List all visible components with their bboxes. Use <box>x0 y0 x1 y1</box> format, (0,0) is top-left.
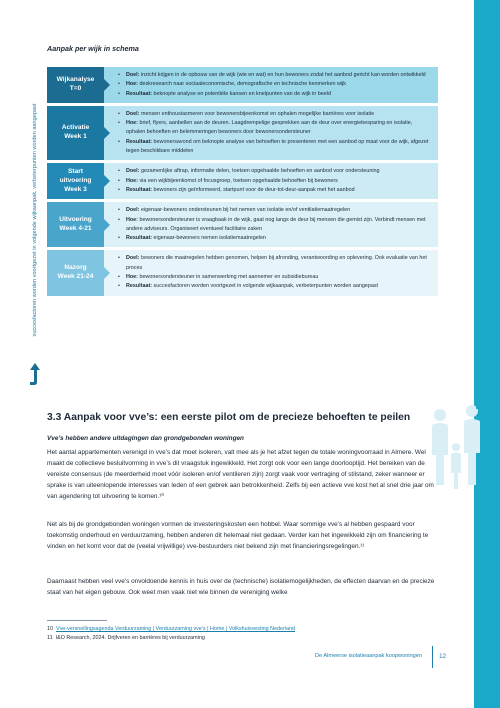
phase-row-wijkanalyse <box>47 67 438 103</box>
bullet-resultaat <box>118 234 430 243</box>
phase-row-nazorg <box>47 250 438 295</box>
bullet-doel <box>118 110 430 119</box>
bullet-key: Hoe: <box>126 177 138 184</box>
bullet-text: gezamenlijke aftrap, informatie delen, toetsen opgehaalde behoeften en aanbod voor ondersteuning <box>139 168 380 175</box>
arrow-up-icon <box>29 362 41 386</box>
bullet-key: Resultaat: <box>126 90 153 97</box>
footnote-text: I&O Research, 2024. Drijfveren en barrières bij verduurzaming <box>55 635 205 642</box>
accent-sidebar-strip <box>474 0 500 708</box>
phase-label: Wijkanalyse T=0 <box>47 67 104 103</box>
bullet-text: eigenaar-bewoners nemen isolatiemaatregelen <box>152 235 266 242</box>
section-heading: 3.3 Aanpak voor vve’s: een eerste pilot om de precieze behoeften te peilen <box>47 412 411 423</box>
bullet-text: brief, flyers, aanbellen aan de deuren. Laagdrempelige gesprekken aan de deur over energiebesparing en isolatie, ophalen behoeften en belemmeringen bewoners door bewonersondersteuner <box>126 120 413 136</box>
bullet-text: mensen enthousiasmeren voor bewonersbijeenkomst en ophalen mogelijke barrières voor isolatie <box>139 110 375 117</box>
footnote-link[interactable]: Vve-versnellingsagenda Verduurzaming | Verduurzaming vve’s | Home | Volkshuisvesting Nederland <box>56 626 296 632</box>
phase-body <box>104 250 438 295</box>
bullet-doel <box>118 254 430 273</box>
phase-body <box>104 163 438 199</box>
footnote-divider <box>47 620 107 621</box>
phase-row-uitvoering <box>47 202 438 247</box>
footnote-number: 10 <box>47 626 53 632</box>
bullet-hoe <box>118 80 430 89</box>
bullet-text: deskresearch naar sociaaleconomische, demografische en technische kenmerken wijk <box>137 81 346 88</box>
bullet-text: via een wijkbijeenkomst of focusgroep, toetsen opgehaalde behoeften bij bewoners <box>137 177 338 184</box>
footer-divider <box>432 646 433 668</box>
phase-label: Nazorg Week 21-24 <box>47 250 104 295</box>
bullet-key: Resultaat: <box>126 283 153 290</box>
vertical-cycle-label <box>30 67 40 373</box>
bullet-hoe <box>118 216 430 235</box>
bullet-text: bewonersondersteuner is vraagbaak in de wijk, gaat nog langs de deur bij mensen die gemist zijn. Verbindt mensen met andere adviseurs. Organiseert eventueel facilitaire zaken <box>126 216 426 232</box>
footnote-10 <box>47 625 295 634</box>
bullet-text: succesfactoren worden voortgezet in volgende wijkaanpak, verbeterpunten worden aangepast <box>152 283 379 290</box>
bullet-key: Hoe: <box>126 274 138 281</box>
body-paragraph: Net als bij de grondgebonden woningen vormen de investeringskosten een hobbel. Waar sommige vve’s al hebben gespaard voor toekomstig onderhoud en verduurzaming, hebben anderen dit helemaal niet gedaan. Verder kan het ingewikkeld zijn om financiering te vinden en het komt voor dat de (veelal vrijwillige) vve-bestuurders niet bekend zijn met financieringsregelingen.¹¹ <box>47 521 429 550</box>
bullet-key: Resultaat: <box>126 138 153 145</box>
figure-caption: Aanpak per wijk in schema <box>47 44 139 53</box>
bullet-text: bewonersondersteuner in samenwerking met aannemer en subsidiebureau <box>137 274 319 281</box>
bullet-text: bewoners die maatregelen hebben genomen, helpen bij afronding, verantwoording en oplevering. Ook evaluatie van het proces <box>126 255 427 271</box>
footnote-number: 11 <box>47 635 53 642</box>
bullet-text: beknopte analyse en potentiële kansen en knelpunten van de wijk in beeld <box>152 90 331 97</box>
bullet-key: Hoe: <box>126 81 138 88</box>
bullet-hoe <box>118 273 430 282</box>
bullet-doel <box>118 167 430 176</box>
phase-label: Uitvoering Week 4-21 <box>47 202 104 247</box>
phase-body <box>104 67 438 103</box>
bullet-resultaat <box>118 186 430 195</box>
bullet-resultaat <box>118 138 430 157</box>
bullet-key: Hoe: <box>126 216 138 223</box>
bullet-resultaat <box>118 90 430 99</box>
bullet-doel <box>118 71 430 80</box>
phase-body <box>104 106 438 160</box>
bullet-key: Doel: <box>126 72 140 78</box>
footnote-11 <box>47 634 295 643</box>
phase-row-start-uitvoering <box>47 163 438 199</box>
section-subheading: Vve’s hebben andere uitdagingen dan grondgebonden woningen <box>47 435 244 442</box>
bullet-key: Doel: <box>126 207 140 214</box>
bullet-text: bewoners zijn geïnformeerd, startpunt voor de deur-tot-deur-aanpak met het aanbod <box>152 186 355 193</box>
phase-body <box>104 202 438 247</box>
bullet-key: Doel: <box>126 168 140 175</box>
phase-label: Start uitvoering Week 3 <box>47 163 104 199</box>
footnotes <box>47 625 295 644</box>
bullet-key: Doel: <box>126 255 140 262</box>
bullet-resultaat <box>118 282 430 291</box>
bullet-key: Hoe: <box>126 120 138 127</box>
phase-row-activatie <box>47 106 438 160</box>
body-paragraph: Daarnaast hebben veel vve’s onvoldoende kennis in huis over de (technische) isolatiemogelijkheden, de effecten daarvan en de precieze staat van het eigen gebouw. Ook weet men vaak niet wie binnen de vereniging welke <box>47 578 435 596</box>
bullet-text: inzicht krijgen in de opbouw van de wijk (wie en wat) en hun bewoners zodat het aanbod gericht kan worden ontwikkeld <box>139 72 426 78</box>
vertical-cycle-label-text: succesfactoren worden voortgezet in volgende wijkaanpak, verbeterpunten worden aangepast <box>32 103 38 337</box>
phase-label: Activatie Week 1 <box>47 106 104 160</box>
bullet-text: bewonersavond om beknopte analyse van behoeften te presenteren met een aanbod op maat voor de wijk, afgezet tegen beschikbare middelen <box>126 138 429 155</box>
page-number: 12 <box>439 653 447 660</box>
bullet-key: Resultaat: <box>126 186 153 193</box>
bullet-hoe <box>118 119 430 138</box>
bullet-hoe <box>118 177 430 186</box>
bullet-key: Doel: <box>126 110 140 117</box>
bullet-key: Resultaat: <box>126 235 153 242</box>
footer-title: De Almeerse isolatieaanpak koopwoningen <box>315 653 422 659</box>
body-paragraph: Het aantal appartementen verenigd in vve’s dat moet isoleren, valt mee als je het afzet tegen de totale woningvoorraad in Almere. Wel maakt de collectieve besluitvorming in vve’s dit vraagstuk ingewikkeld. Het zorgt ook voor een lange doorlooptijd. Het bereiken van de vereiste consensus (de meerderheid moet vóór isoleren en/of ventileren zijn) zorgt vaak voor vertraging of stilstand, zeker wanneer er sprake is van uiteenlopende interesses van leden of een gebrek aan betrokkenheid. Zelfs bij een actieve vve kost het al snel drie jaar om van agendering tot uitvoering te komen.¹⁰ <box>47 449 434 500</box>
bullet-text: eigenaar-bewoners ondersteunen bij het nemen van isolatie en/of ventilatiemaatregelen <box>139 207 351 214</box>
bullet-doel <box>118 206 430 215</box>
phase-schema <box>47 67 438 299</box>
